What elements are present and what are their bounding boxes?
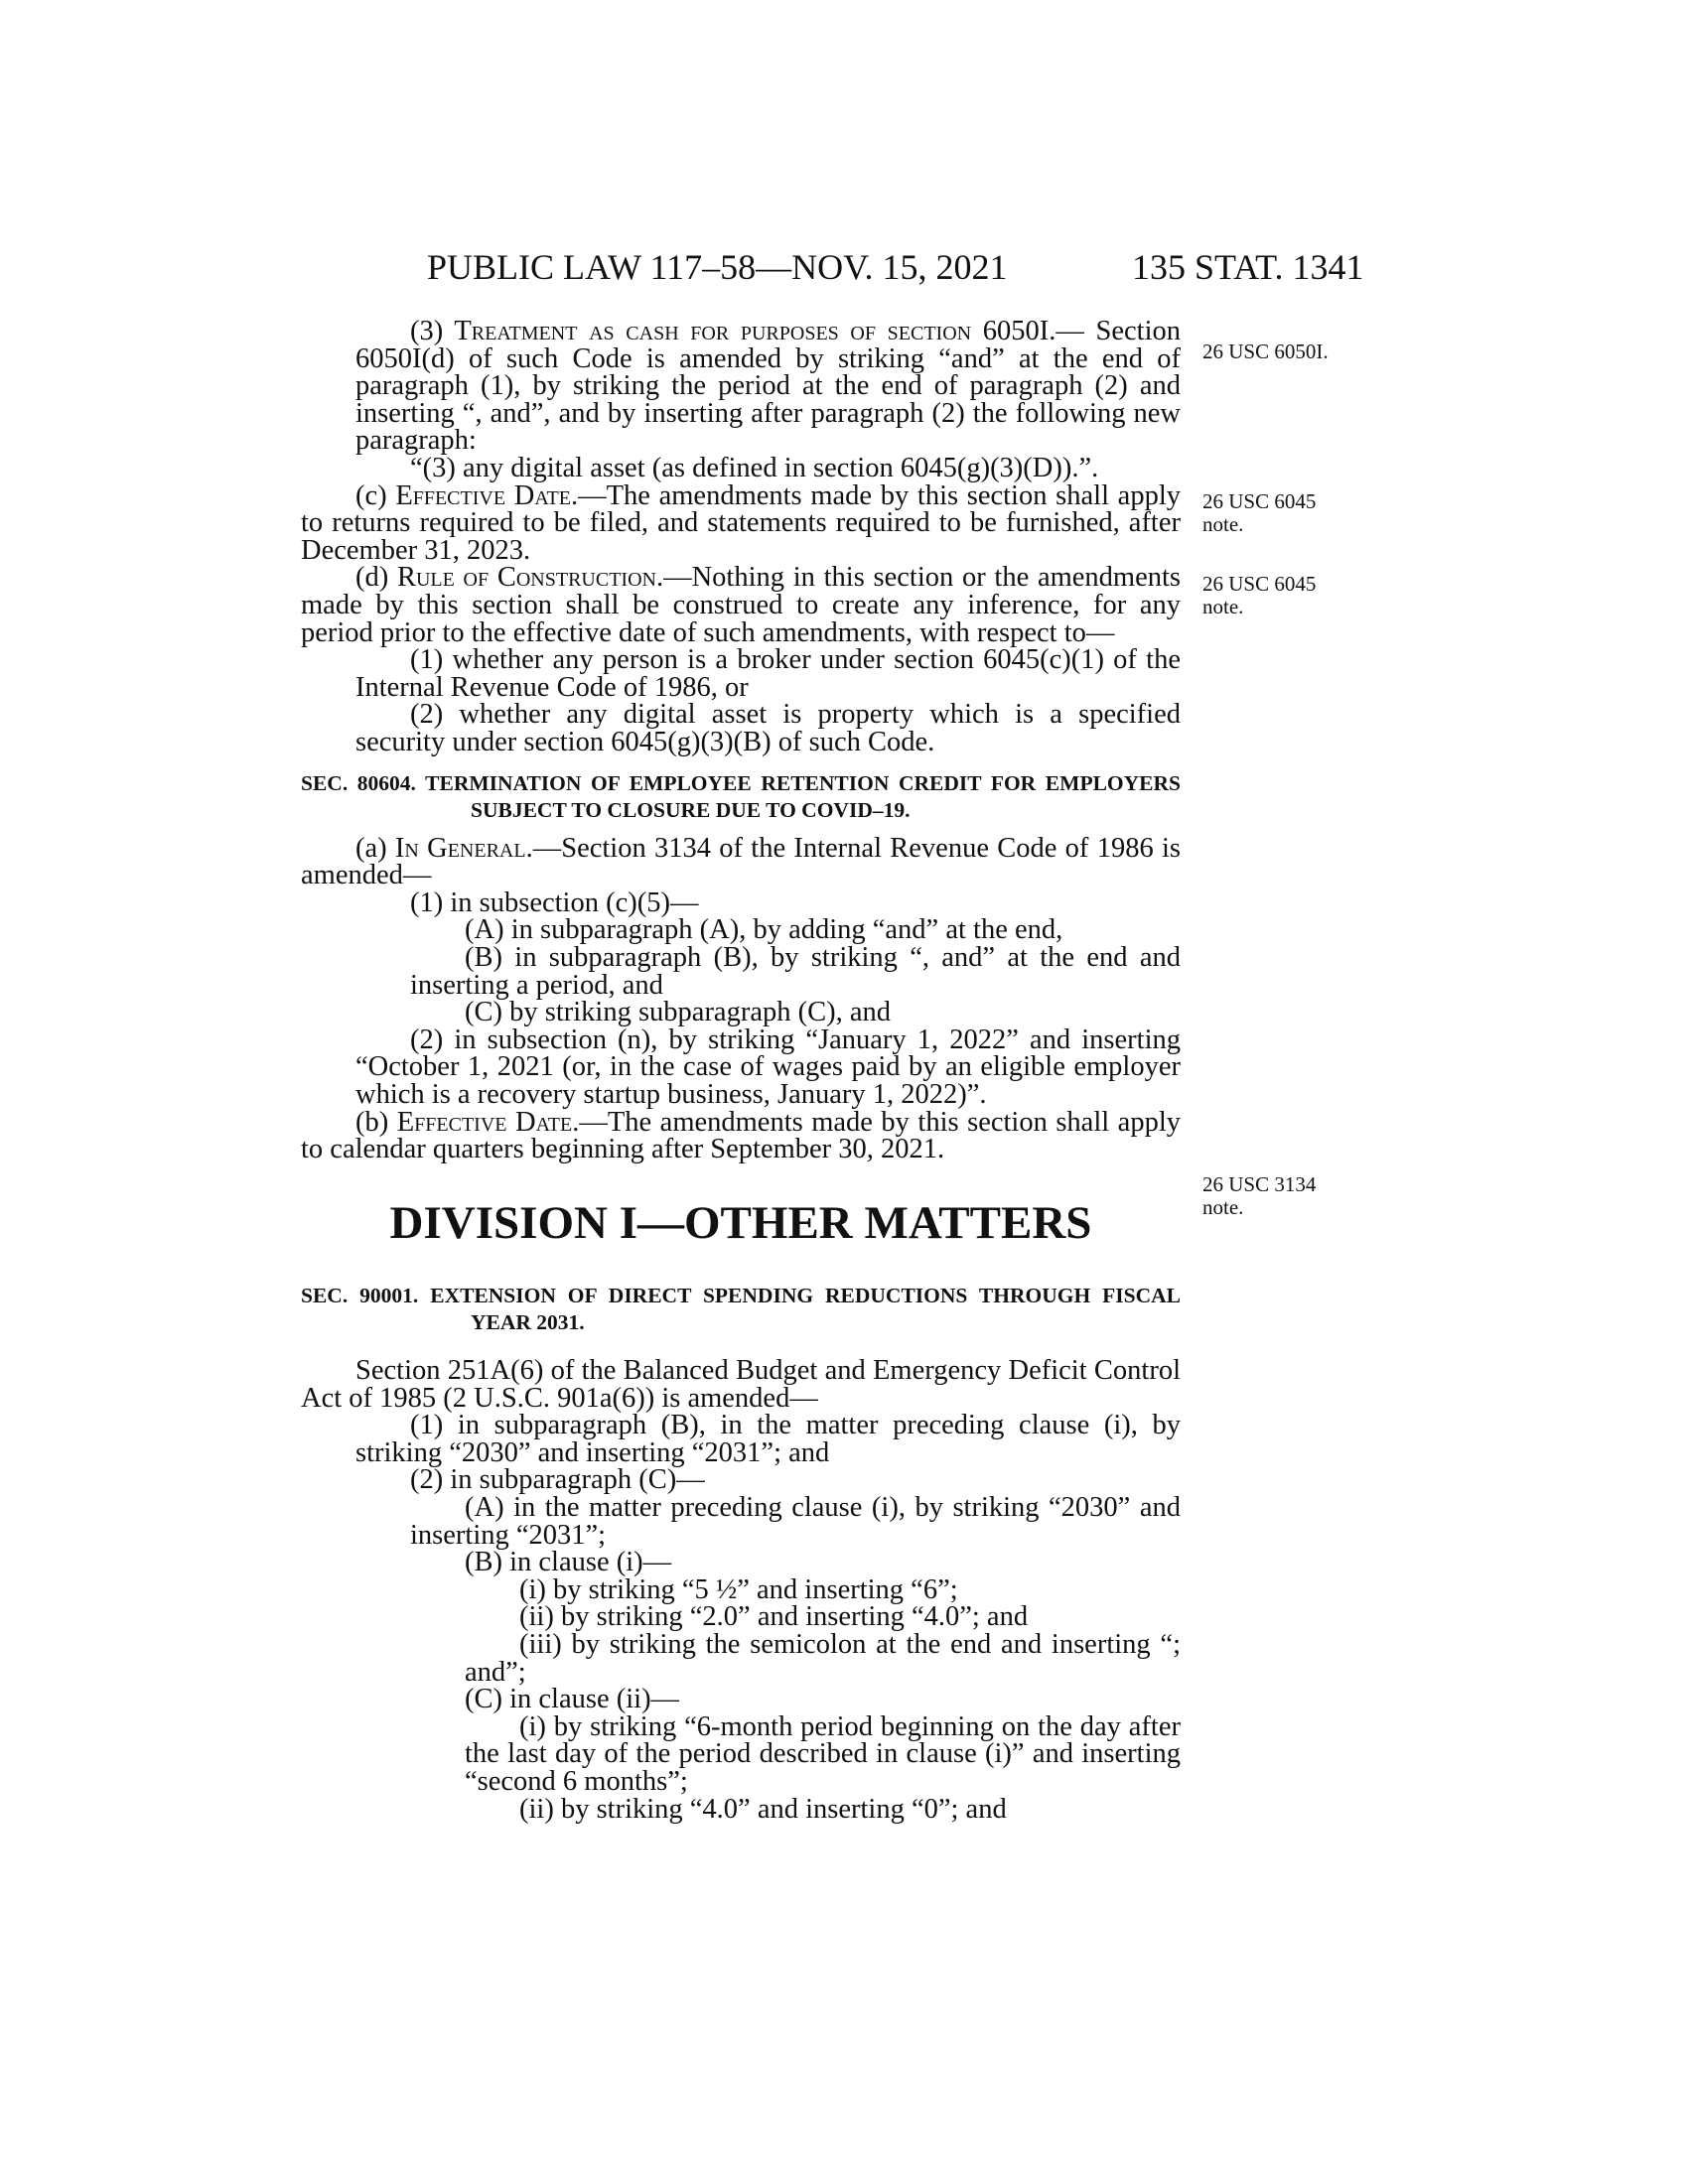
paragraph-subpara-b-2030: (1) in subparagraph (B), in the matter preceding clause (i), by striking “2030” and inserting “2031”; and	[355, 1410, 1181, 1468]
paragraph-heading: Effective Date	[395, 479, 571, 511]
paragraph-clause-i-iii: (iii) by striking the semicolon at the end and inserting “; and”;	[465, 1628, 1181, 1688]
paragraph-clause-ii-intro: (C) in clause (ii)—	[465, 1684, 680, 1715]
paragraph-heading: (3) Treatment as cash for purposes of section 6050I.—	[410, 316, 1084, 346]
paragraph-text: .—Section 3134 of the Internal Revenue Code of 1986 is amended—	[301, 832, 1181, 891]
paragraph-rule-of-construction	[301, 564, 1181, 646]
paragraph-number: (a)	[355, 832, 395, 864]
paragraph-section-251a: Section 251A(6) of the Balanced Budget and Emergency Deficit Control Act of 1985 (2 U.S.C. 901a(6)) is amended—	[301, 1355, 1181, 1414]
margin-note-line: 26 USC 6045	[1202, 489, 1317, 513]
running-header-stat-page: 135 STAT. 1341	[1132, 247, 1364, 287]
paragraph-clause-i-i: (i) by striking “5 ½” and inserting “6”;	[519, 1573, 958, 1605]
paragraph-text: .—Nothing in this section or the amendments made by this section shall be construed to create any inference, for any period prior to the effective date of such amendments, with respect to—	[301, 562, 1181, 648]
paragraph-effective-date-b	[301, 1106, 1181, 1165]
margin-note-line: note.	[1202, 1195, 1244, 1219]
paragraph-subsection-c5: (1) in subsection (c)(5)—	[410, 887, 699, 918]
paragraph-matter-preceding: (A) in the matter preceding clause (i), by striking “2030” and inserting “2031”;	[410, 1491, 1181, 1551]
paragraph-number: (c)	[355, 479, 396, 511]
paragraph-heading: Rule of Construction	[396, 562, 656, 594]
paragraph-clause-i-ii: (ii) by striking “2.0” and inserting “4.0”; and	[519, 1601, 1029, 1633]
paragraph-text: .—The amendments made by this section shall apply to returns required to be filed, and statements required to be furnished, after December 31, 2023.	[301, 479, 1181, 566]
margin-note-6050i	[1202, 341, 1329, 363]
margin-note-6045-construction	[1202, 573, 1316, 618]
paragraph-effective-date-c	[301, 479, 1181, 566]
paragraph-subpara-a: (A) in subparagraph (A), by adding “and” at the end,	[465, 914, 1063, 946]
paragraph-number: (d)	[355, 562, 397, 594]
paragraph-number: (b)	[355, 1106, 397, 1138]
section-heading-80604: SEC. 80604. TERMINATION OF EMPLOYEE RETENTION CREDIT FOR EMPLOYERS SUBJECT TO CLOSURE DUE TO COVID–19.	[301, 770, 1181, 823]
page-body	[301, 318, 1181, 1823]
paragraph-subsection-n: (2) in subsection (n), by striking “January 1, 2022” and inserting “October 1, 2021 (or, in the case of wages paid by an eligible employer which is a recovery startup business, January 1, 2022)”.	[355, 1024, 1181, 1111]
margin-note-3134	[1202, 1173, 1316, 1219]
running-header-title: PUBLIC LAW 117–58—NOV. 15, 2021	[427, 247, 1008, 287]
paragraph-specified-security: (2) whether any digital asset is property which is a specified security under section 6045(g)(3)(B) of such Code.	[355, 699, 1181, 757]
paragraph-clause-i-intro: (B) in clause (i)—	[465, 1547, 672, 1578]
margin-note-line: note.	[1202, 512, 1244, 536]
paragraph-clause-ii-i: (i) by striking “6-month period beginning on the day after the last day of the period described in clause (i)” and inserting “second 6 months”;	[465, 1710, 1181, 1797]
paragraph-in-general	[301, 832, 1181, 891]
paragraph-treatment-as-cash	[301, 318, 1181, 455]
section-heading-90001: SEC. 90001. EXTENSION OF DIRECT SPENDING REDUCTIONS THROUGH FISCAL YEAR 2031.	[301, 1283, 1181, 1335]
margin-note-line: 26 USC 6050I.	[1202, 340, 1329, 363]
paragraph-subpara-b: (B) in subparagraph (B), by striking “, and” at the end and inserting a period, and	[410, 942, 1181, 1001]
paragraph-subpara-c-intro: (2) in subparagraph (C)—	[410, 1464, 705, 1496]
paragraph-text: .—The amendments made by this section shall apply to calendar quarters beginning after September 30, 2021.	[301, 1106, 1181, 1165]
paragraph-subpara-c: (C) by striking subparagraph (C), and	[465, 997, 891, 1028]
paragraph-quoted-new-paragraph: “(3) any digital asset (as defined in section 6045(g)(3)(D)).”.	[410, 452, 1099, 483]
margin-note-6045-effective	[1202, 490, 1316, 536]
paragraph-heading: Effective Date	[396, 1106, 573, 1138]
margin-note-line: note.	[1202, 595, 1244, 618]
paragraph-text: Section 6050I(d) of such Code is amended by striking “and” at the end of paragraph (1), by striking the period at the end of paragraph (2) and inserting “, and”, and by inserting after paragraph (2) the following new paragraph:	[355, 316, 1182, 457]
paragraph-broker: (1) whether any person is a broker under section 6045(c)(1) of the Internal Revenue Code of 1986, or	[355, 644, 1181, 703]
division-heading: DIVISION I—OTHER MATTERS	[389, 1196, 1092, 1249]
paragraph-heading: In General	[394, 832, 526, 864]
paragraph-clause-ii-ii: (ii) by striking “4.0” and inserting “0”; and	[519, 1793, 1007, 1825]
margin-note-line: 26 USC 3134	[1202, 1172, 1317, 1196]
margin-note-line: 26 USC 6045	[1202, 572, 1317, 596]
